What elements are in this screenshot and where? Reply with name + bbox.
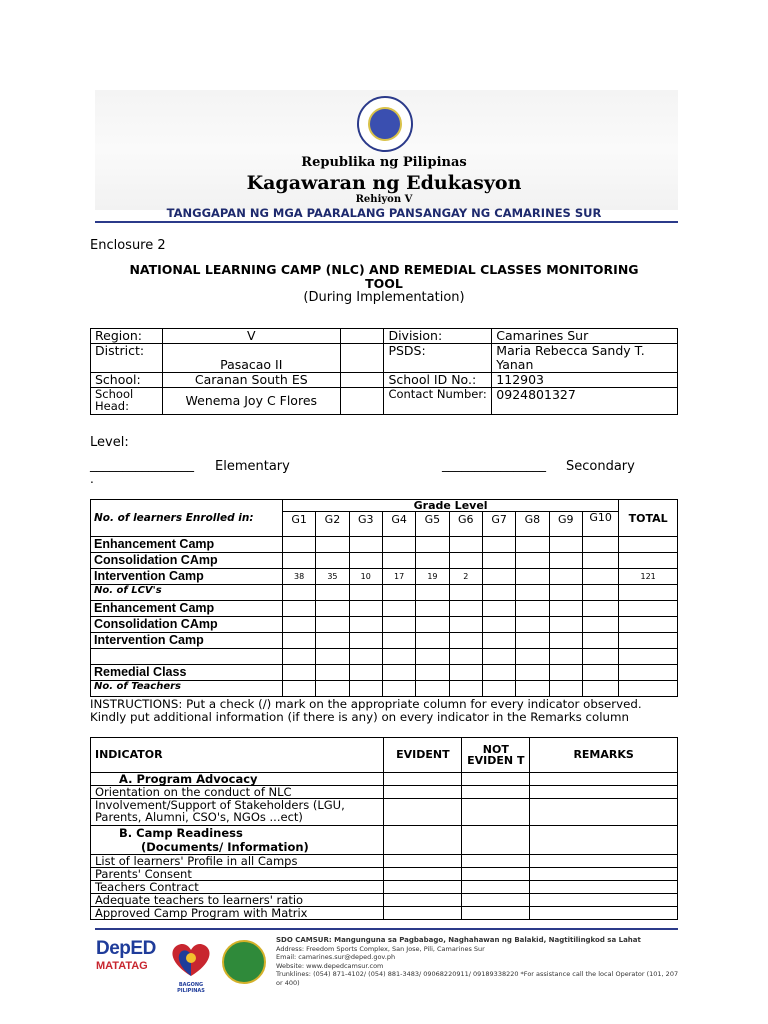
row-label: Intervention Camp — [91, 569, 283, 585]
grade-header: G1 — [282, 512, 315, 537]
indicator-table — [90, 737, 678, 920]
cell-value: 38 — [282, 569, 315, 585]
bagong-pilipinas-icon — [166, 940, 216, 978]
table-row — [91, 585, 678, 601]
indicator-item: Involvement/Support of Stakeholders (LGU, Parents, Alumni, CSO's, NGOs ...ect) — [91, 799, 384, 826]
psds-value: Maria Rebecca Sandy T. Yanan — [492, 344, 678, 373]
grade-header: G5 — [416, 512, 449, 537]
grade-header: G8 — [516, 512, 549, 537]
table-row — [91, 773, 678, 786]
level-blank-elementary: ________________ — [90, 458, 194, 473]
school-id-label: School ID No.: — [384, 373, 492, 388]
enclosure-label: Enclosure 2 — [90, 238, 166, 253]
indicator-item: Orientation on the conduct of NLC — [91, 786, 384, 799]
republic-line: Republika ng Pilipinas — [301, 155, 467, 170]
district-label: District: — [91, 344, 163, 373]
bagong-text: BAGONG PILIPINAS — [177, 982, 205, 994]
header-rule — [95, 221, 678, 223]
school-value: Caranan South ES — [162, 373, 340, 388]
footer-trunklines: Trunklines: (054) 871-4102/ (054) 881-3483/ 09068220911/ 09189338220 *For assistance call the local Operator (101, 207 or 400) — [276, 970, 679, 987]
indicator-header: INDICATOR — [91, 738, 384, 773]
region-label: Region: — [91, 329, 163, 344]
footer-rule — [95, 928, 678, 930]
cell-value — [582, 569, 618, 585]
row-label — [91, 649, 283, 665]
table-row — [91, 649, 678, 665]
district-value: Pasacao II — [162, 344, 340, 373]
table-row — [91, 681, 678, 697]
indicator-item: Parents' Consent — [91, 868, 384, 881]
table-row — [91, 894, 678, 907]
office-name: TANGGAPAN NG MGA PAARALANG PANSANGAY NG CAMARINES SUR — [166, 206, 602, 220]
cell-value: 10 — [349, 569, 382, 585]
doc-subtitle: (During Implementation) — [303, 290, 465, 305]
row-label: Enhancement Camp — [91, 601, 283, 617]
contact-value: 0924801327 — [492, 388, 678, 415]
school-label: School: — [91, 373, 163, 388]
doc-title-line2: TOOL — [365, 276, 403, 291]
table-row — [91, 799, 678, 826]
evident-header: EVIDENT — [384, 738, 462, 773]
level-blank-secondary: ________________ — [442, 458, 546, 473]
division-value: Camarines Sur — [492, 329, 678, 344]
region-line: Rehiyon V — [355, 194, 413, 205]
cell-value: 17 — [382, 569, 415, 585]
grade-header: G9 — [549, 512, 582, 537]
total-header: TOTAL — [619, 500, 678, 537]
school-info-table — [90, 328, 678, 415]
department-name: Kagawaran ng Edukasyon — [246, 172, 522, 194]
row-label: Enhancement Camp — [91, 537, 283, 553]
footer-email: Email: camarines.sur@deped.gov.ph — [276, 953, 396, 962]
indicator-item: Teachers Contract — [91, 881, 384, 894]
level-elementary: Elementary — [215, 459, 290, 474]
head-label: School Head: — [91, 388, 163, 415]
total-value: 121 — [619, 569, 678, 585]
table-row — [91, 881, 678, 894]
grade-header: G7 — [482, 512, 515, 537]
teachers-label: No. of Teachers — [91, 681, 283, 697]
grade-header: G3 — [349, 512, 382, 537]
region-value: V — [162, 329, 340, 344]
table-row — [91, 907, 678, 920]
section-b-title: B. Camp Readiness — [119, 826, 243, 840]
table-row — [91, 826, 678, 855]
enrolled-header: No. of learners Enrolled in: — [91, 500, 283, 537]
doc-title-line1: NATIONAL LEARNING CAMP (NLC) AND REMEDIAL CLASSES MONITORING — [129, 262, 639, 277]
sdo-seal-icon — [222, 940, 266, 984]
grade-header: G10 — [582, 512, 618, 537]
footer-website: Website: www.depedcamsur.com — [276, 961, 384, 970]
lcv-label: No. of LCV's — [91, 585, 283, 601]
head-value: Wenema Joy C Flores — [162, 388, 340, 415]
grade-header: G2 — [316, 512, 349, 537]
table-row — [91, 537, 678, 553]
footer-motto: SDO CAMSUR: Mangunguna sa Pagbabago, Naghahawan ng Balakid, Nagtitilingkod sa Lahat — [276, 936, 641, 944]
table-row — [91, 569, 678, 585]
cell-value: 19 — [416, 569, 449, 585]
cell-value — [549, 569, 582, 585]
table-row — [91, 786, 678, 799]
row-label: Consolidation CAmp — [91, 617, 283, 633]
table-row — [91, 868, 678, 881]
deped-logo — [96, 938, 160, 982]
footer-address: Address: Freedom Sports Complex, San Jose, Pili, Camarines Sur — [276, 944, 485, 953]
grade-level-header: Grade Level — [282, 500, 618, 512]
level-label: Level: — [90, 435, 129, 450]
row-label: Remedial Class — [91, 665, 283, 681]
deped-wordmark: DepED — [96, 938, 156, 959]
remarks-header: REMARKS — [530, 738, 678, 773]
enrollment-table — [90, 499, 678, 697]
level-dot: . — [90, 472, 94, 486]
indicator-item: List of learners' Profile in all Camps — [91, 855, 384, 868]
division-label: Division: — [384, 329, 492, 344]
table-row — [91, 617, 678, 633]
table-row — [91, 633, 678, 649]
deped-seal-icon — [357, 96, 413, 152]
footer-contact — [276, 936, 686, 988]
section-b-subtitle: (Documents/ Information) — [141, 840, 309, 854]
instructions-text: INSTRUCTIONS: Put a check (/) mark on the appropriate column for every indicator observed. Kindly put additional information (if there is any) on every indicator in the Remarks column — [90, 697, 642, 724]
cell-value: 2 — [449, 569, 482, 585]
contact-label: Contact Number: — [384, 388, 492, 415]
indicator-item: Approved Camp Program with Matrix — [91, 907, 384, 920]
table-row — [91, 855, 678, 868]
not-evident-header: NOT EVIDEN T — [462, 738, 530, 773]
row-label: Intervention Camp — [91, 633, 283, 649]
cell-value — [482, 569, 515, 585]
grade-header: G4 — [382, 512, 415, 537]
grade-header: G6 — [449, 512, 482, 537]
table-row — [91, 665, 678, 681]
table-row — [91, 553, 678, 569]
school-id-value: 112903 — [492, 373, 678, 388]
indicator-item: Adequate teachers to learners' ratio — [91, 894, 384, 907]
level-secondary: Secondary — [566, 459, 635, 474]
psds-label: PSDS: — [384, 344, 492, 373]
section-a-title: A. Program Advocacy — [91, 773, 384, 786]
matatag-wordmark: MATATAG — [96, 960, 148, 972]
bagong-pilipinas-logo — [166, 940, 216, 994]
cell-value: 35 — [316, 569, 349, 585]
row-label: Consolidation CAmp — [91, 553, 283, 569]
cell-value — [516, 569, 549, 585]
table-row — [91, 601, 678, 617]
